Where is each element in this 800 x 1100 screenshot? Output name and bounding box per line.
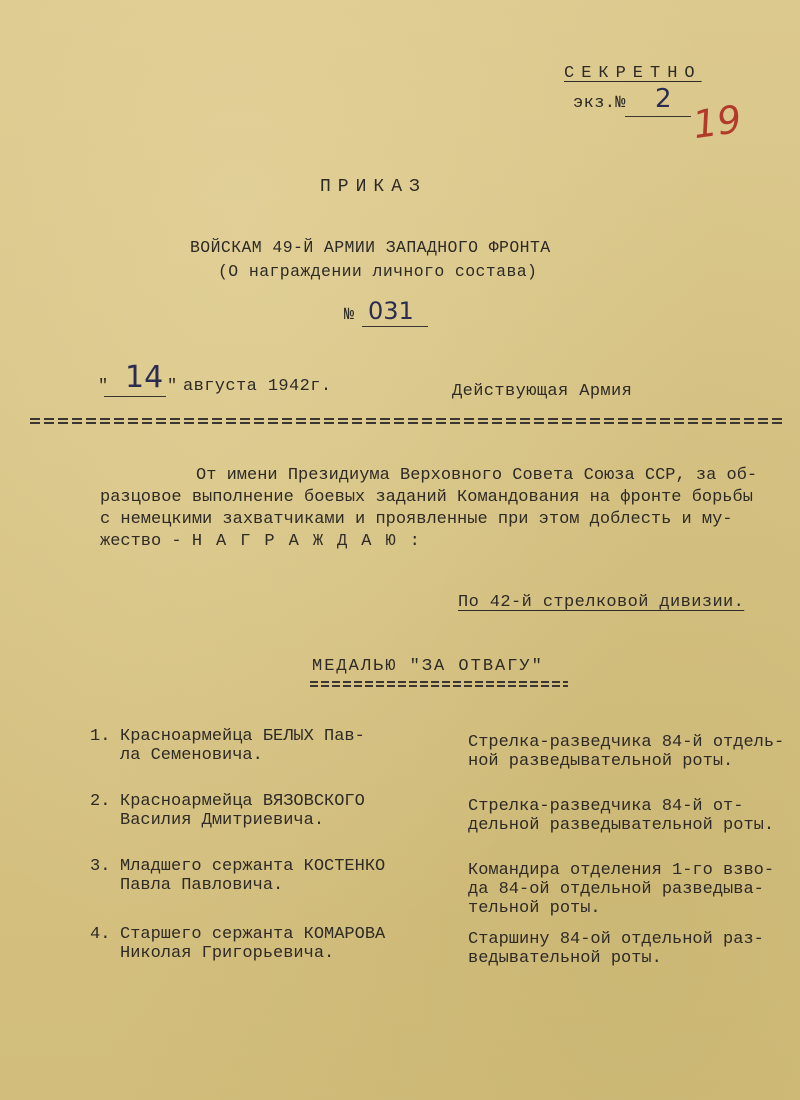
copy-label: экз.№	[573, 94, 627, 113]
preamble-line-1: От имени Президиума Верховного Совета Союза ССР, за об-	[196, 466, 758, 485]
secret-stamp: СЕКРЕТНО	[564, 64, 702, 83]
awardee-3-position-line-3: тельной роты.	[468, 899, 601, 918]
awardee-4-name	[120, 925, 385, 963]
sheet-number-mark: 19	[690, 96, 745, 148]
date-day-line	[104, 396, 166, 397]
order-number-label: №	[344, 306, 355, 325]
awardee-1-name-line-2: ла Семеновича.	[120, 746, 263, 765]
medal-rule	[310, 681, 568, 687]
preamble-line-3: с немецкими захватчиками и проявленные при этом доблесть и му-	[100, 510, 733, 529]
awardee-1-name	[120, 727, 365, 765]
awardee-3-name-line-2: Павла Павловича.	[120, 876, 284, 895]
order-number: 031	[368, 297, 414, 325]
awardee-3-position	[468, 861, 774, 918]
preamble-line-2: разцовое выполнение боевых заданий Командования на фронте борьбы	[100, 488, 753, 507]
awardee-1-name-line-1: Красноармейца БЕЛЫХ Пав-	[120, 727, 365, 746]
awardee-2-position-line-2: дельной разведывательной роты.	[468, 816, 775, 835]
awardee-4-position-line-2: ведывательной роты.	[468, 949, 662, 968]
awardee-1-position-line-1: Стрелка-разведчика 84-й отдель-	[468, 733, 785, 752]
awardee-2-position	[468, 797, 774, 835]
date-month-year: августа 1942г.	[183, 377, 332, 396]
awardee-1-position-line-2: ной разведывательной роты.	[468, 752, 734, 771]
preamble-line-4: жество -	[100, 532, 182, 551]
date-open-quote: "	[98, 377, 109, 396]
award-word: НАГРАЖДАЮ:	[191, 532, 434, 551]
awardee-3-position-line-1: Командира отделения 1-го взво-	[468, 861, 775, 880]
preamble	[100, 465, 768, 553]
awardee-1-number: 1.	[90, 727, 111, 746]
order-title: ПРИКАЗ	[320, 177, 427, 197]
copy-number-line	[625, 116, 691, 117]
awardee-4-position-line-1: Старшину 84-ой отдельной раз-	[468, 930, 764, 949]
order-subtitle: ВОЙСКАМ 49-Й АРМИИ ЗАПАДНОГО ФРОНТА	[190, 238, 551, 257]
awardee-2-number: 2.	[90, 792, 111, 811]
order-number-line	[362, 326, 428, 327]
date-close-quote: "	[167, 377, 178, 396]
location: Действующая Армия	[452, 382, 633, 401]
awardee-2-name	[120, 792, 365, 830]
awardee-4-number: 4.	[90, 925, 111, 944]
double-rule	[30, 418, 782, 424]
awardee-4-name-line-1: Старшего сержанта КОМАРОВА	[120, 925, 386, 944]
awardee-3-number: 3.	[90, 857, 111, 876]
awardee-1-position	[468, 733, 784, 771]
division-heading: По 42-й стрелковой дивизии.	[458, 593, 745, 612]
copy-number: 2	[655, 84, 672, 114]
awardee-3-name-line-1: Младшего сержанта КОСТЕНКО	[120, 857, 386, 876]
awardee-2-position-line-1: Стрелка-разведчика 84-й от-	[468, 797, 744, 816]
awardee-4-position	[468, 930, 764, 968]
awardee-3-position-line-2: да 84-ой отдельной разведыва-	[468, 880, 764, 899]
awardee-2-name-line-1: Красноармейца ВЯЗОВСКОГО	[120, 792, 365, 811]
order-topic: (О награждении личного состава)	[218, 262, 538, 281]
awardee-2-name-line-2: Василия Дмитриевича.	[120, 811, 325, 830]
awardee-4-name-line-2: Николая Григорьевича.	[120, 944, 335, 963]
medal-heading: МЕДАЛЬЮ "ЗА ОТВАГУ"	[312, 657, 544, 676]
date-day: 14	[125, 360, 164, 395]
awardee-3-name	[120, 857, 385, 895]
